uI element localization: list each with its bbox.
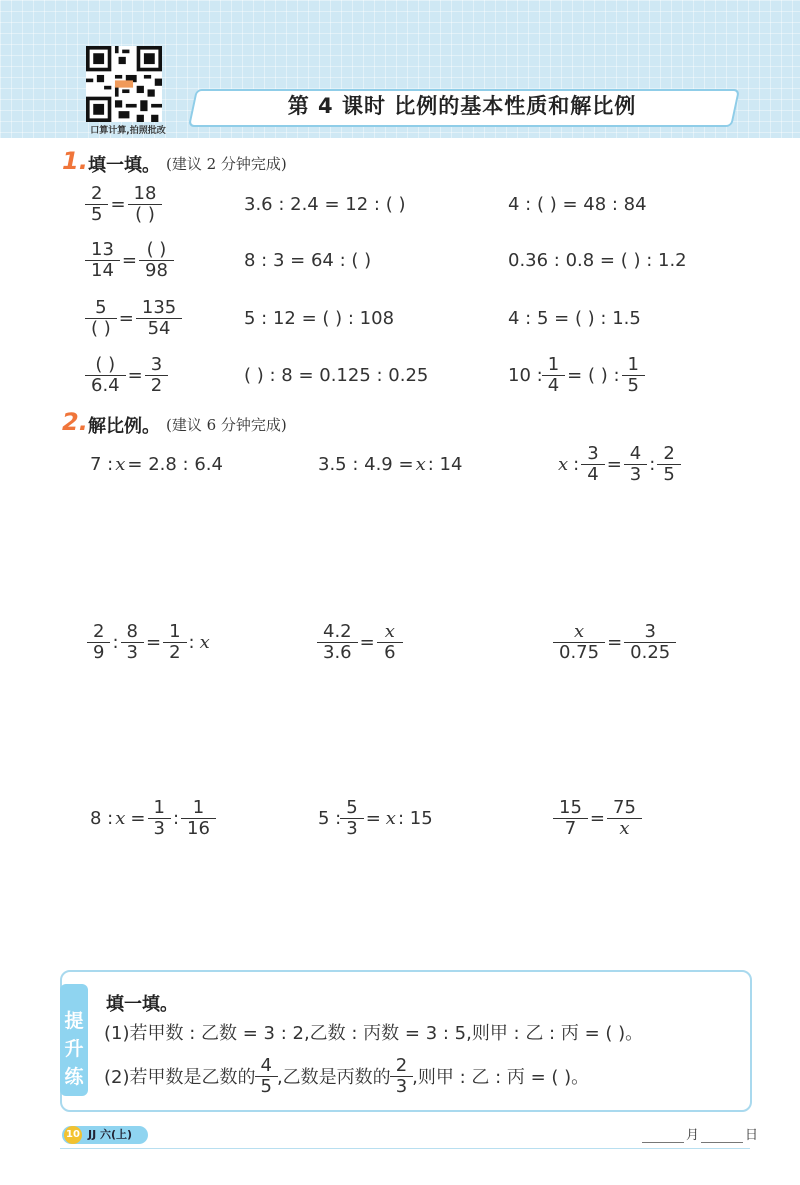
denominator: 16 bbox=[181, 818, 216, 839]
denominator: 6.4 bbox=[85, 375, 126, 396]
answer-blank[interactable]: ( ) bbox=[146, 238, 167, 260]
numerator: 2 bbox=[663, 442, 675, 464]
solve-p3[interactable] bbox=[556, 442, 680, 486]
variable-x: x bbox=[558, 453, 569, 475]
fraction bbox=[142, 240, 171, 281]
numerator: 2 bbox=[93, 620, 105, 642]
fraction bbox=[556, 798, 585, 839]
denominator: 5 bbox=[255, 1076, 278, 1097]
denominator: 3 bbox=[390, 1076, 413, 1097]
ratio-colon: : bbox=[649, 453, 656, 475]
expr-text: : 15 bbox=[397, 807, 433, 829]
numerator: 1 bbox=[169, 620, 181, 642]
denominator: 3 bbox=[340, 818, 363, 839]
denominator: 3.6 bbox=[317, 642, 358, 663]
denominator: 54 bbox=[136, 318, 182, 339]
fraction bbox=[88, 240, 117, 281]
qr-code-icon[interactable] bbox=[86, 46, 162, 122]
question-text: ,则甲 : 乙 : 丙 = ( )。 bbox=[412, 1067, 590, 1088]
numerator: 2 bbox=[395, 1054, 408, 1076]
denominator: 4 bbox=[581, 464, 604, 485]
fraction bbox=[124, 622, 141, 663]
denominator: 2 bbox=[163, 642, 186, 663]
fraction bbox=[556, 622, 602, 663]
fraction bbox=[584, 444, 601, 485]
numerator: 1 bbox=[547, 353, 560, 375]
equals-sign: = bbox=[110, 193, 126, 215]
day-blank[interactable] bbox=[701, 1128, 743, 1143]
numerator: 1 bbox=[153, 796, 165, 818]
numerator: 4 bbox=[629, 442, 642, 464]
fraction bbox=[88, 355, 123, 396]
equals-sign: = bbox=[606, 453, 622, 475]
question-text: (2)若甲数是乙数的 bbox=[104, 1067, 256, 1088]
answer-blank[interactable]: ( ) bbox=[95, 353, 116, 375]
fraction bbox=[148, 355, 165, 396]
fraction bbox=[258, 1056, 275, 1097]
section1-number: 1. bbox=[62, 147, 88, 175]
month-label: 月 bbox=[686, 1128, 700, 1143]
date-field[interactable] bbox=[640, 1124, 758, 1143]
numerator: 5 bbox=[95, 296, 107, 318]
variable-x: x bbox=[573, 620, 585, 642]
equals-sign: = bbox=[589, 807, 605, 829]
fill-r2c1 bbox=[86, 238, 173, 282]
equals-sign: = bbox=[118, 307, 134, 329]
fill-r1c3[interactable]: 4 : ( ) = 48 : 84 bbox=[508, 193, 647, 215]
fraction bbox=[627, 444, 644, 485]
fraction bbox=[545, 355, 562, 396]
fraction bbox=[184, 798, 213, 839]
denominator: 5 bbox=[657, 464, 680, 485]
solve-p1[interactable] bbox=[90, 442, 223, 486]
bonus-title: 填一填。 bbox=[106, 994, 178, 1015]
equals-sign: = bbox=[365, 807, 381, 829]
solve-p4[interactable] bbox=[88, 620, 212, 664]
solve-p2[interactable] bbox=[318, 442, 462, 486]
month-blank[interactable] bbox=[642, 1128, 684, 1143]
fill-r4c3[interactable] bbox=[508, 353, 644, 397]
variable-x: x bbox=[199, 631, 210, 653]
day-label: 日 bbox=[745, 1128, 759, 1143]
numerator: 75 bbox=[613, 796, 636, 818]
bonus-tab-char: 提 bbox=[64, 1010, 84, 1032]
denominator: 9 bbox=[87, 642, 110, 663]
solve-p5[interactable] bbox=[318, 620, 402, 664]
expr-text: 3.5 : 4.9 = bbox=[318, 453, 414, 475]
fill-r2c3[interactable]: 0.36 : 0.8 = ( ) : 1.2 bbox=[508, 249, 687, 271]
expr-text: 8 : bbox=[90, 807, 114, 829]
section2-title: 解比例。 bbox=[88, 416, 160, 437]
page-title: 第 4 课时 比例的基本性质和解比例 bbox=[287, 94, 637, 118]
fill-r3c3[interactable]: 4 : 5 = ( ) : 1.5 bbox=[508, 307, 641, 329]
numerator: 8 bbox=[126, 620, 138, 642]
variable-x: x bbox=[415, 453, 426, 475]
page-number: 10 bbox=[64, 1126, 82, 1144]
expr-text: 10 : bbox=[508, 364, 543, 386]
solve-p7[interactable] bbox=[90, 796, 215, 840]
solve-p6[interactable] bbox=[554, 620, 675, 664]
fill-r3c1 bbox=[86, 296, 181, 340]
expr-text: = 2.8 : 6.4 bbox=[127, 453, 223, 475]
fraction bbox=[131, 184, 160, 225]
bonus-tab-char: 升 bbox=[64, 1038, 84, 1060]
question-text: ,乙数是丙数的 bbox=[276, 1067, 391, 1088]
ratio-colon: : bbox=[112, 631, 119, 653]
denominator: 6 bbox=[377, 642, 403, 663]
variable-x: x bbox=[607, 818, 642, 839]
fill-r3c2[interactable]: 5 : 12 = ( ) : 108 bbox=[244, 307, 395, 329]
numerator: 3 bbox=[587, 442, 599, 464]
variable-x: x bbox=[115, 453, 126, 475]
numerator: 2 bbox=[91, 182, 103, 204]
fill-r4c2[interactable]: ( ) : 8 = 0.125 : 0.25 bbox=[244, 364, 429, 386]
section2-number: 2. bbox=[62, 408, 88, 436]
fraction bbox=[610, 798, 639, 839]
denominator: 14 bbox=[85, 260, 120, 281]
equals-sign: = bbox=[121, 249, 137, 271]
ratio-colon: : bbox=[573, 453, 580, 475]
answer-blank[interactable]: ( ) bbox=[128, 204, 163, 225]
fraction bbox=[88, 184, 105, 225]
fraction bbox=[343, 798, 360, 839]
grade-label: JJ 六(上) bbox=[88, 1128, 133, 1141]
fraction bbox=[166, 622, 183, 663]
numerator: 1 bbox=[627, 353, 639, 375]
denominator: 0.25 bbox=[624, 642, 676, 663]
fill-r1c2[interactable]: 3.6 : 2.4 = 12 : ( ) bbox=[244, 193, 406, 215]
denominator: 7 bbox=[553, 818, 588, 839]
equals-sign: = bbox=[127, 364, 143, 386]
fraction bbox=[139, 298, 179, 339]
bonus-question-2[interactable] bbox=[104, 1054, 589, 1098]
bonus-tab-char: 练 bbox=[64, 1066, 84, 1088]
fraction bbox=[660, 444, 677, 485]
numerator: 18 bbox=[133, 182, 157, 204]
section2-hint: (建议 6 分钟完成) bbox=[166, 416, 287, 434]
denominator: 0.75 bbox=[553, 642, 605, 663]
fraction bbox=[151, 798, 168, 839]
numerator: 3 bbox=[150, 353, 163, 375]
solve-p8[interactable] bbox=[318, 796, 433, 840]
fill-r4c1 bbox=[86, 353, 167, 397]
denominator: 5 bbox=[622, 375, 645, 396]
expr-text: 7 : bbox=[90, 453, 114, 475]
expr-text: 5 : bbox=[318, 807, 342, 829]
footer-divider bbox=[60, 1148, 750, 1149]
denominator: 2 bbox=[145, 375, 168, 396]
denominator: 3 bbox=[624, 464, 647, 485]
variable-x: x bbox=[385, 807, 396, 829]
fraction bbox=[393, 1056, 410, 1097]
answer-blank[interactable]: ( ) bbox=[85, 318, 117, 339]
ratio-colon: : bbox=[172, 807, 180, 829]
equals-sign: = bbox=[145, 631, 162, 653]
numerator: 4.2 bbox=[323, 620, 352, 642]
denominator: 98 bbox=[139, 260, 174, 281]
qr-caption: 口算计算,拍照批改 bbox=[90, 126, 166, 136]
denominator: 3 bbox=[121, 642, 144, 663]
bonus-question-1[interactable]: (1)若甲数 : 乙数 = 3 : 2,乙数 : 丙数 = 3 : 5,则甲 : 乙 : 丙 = ( )。 bbox=[104, 1023, 644, 1044]
variable-x: x bbox=[115, 807, 126, 829]
solve-p9[interactable] bbox=[554, 796, 641, 840]
equals-sign: = bbox=[130, 807, 146, 829]
ratio-colon: : bbox=[188, 631, 195, 653]
denominator: 5 bbox=[85, 204, 108, 225]
equals-sign: = bbox=[359, 631, 375, 653]
numerator: 135 bbox=[141, 296, 177, 318]
section1-hint: (建议 2 分钟完成) bbox=[166, 155, 287, 173]
equals-sign: = bbox=[607, 631, 623, 653]
fill-r2c2[interactable]: 8 : 3 = 64 : ( ) bbox=[244, 249, 372, 271]
fraction bbox=[380, 622, 400, 663]
denominator: 4 bbox=[542, 375, 565, 396]
fraction bbox=[320, 622, 355, 663]
numerator: 5 bbox=[346, 796, 358, 818]
fraction bbox=[90, 622, 107, 663]
numerator: 1 bbox=[192, 796, 205, 818]
fraction bbox=[627, 622, 673, 663]
numerator: 13 bbox=[91, 238, 114, 260]
expr-text: = ( ) : bbox=[567, 364, 620, 386]
fill-r1c1 bbox=[86, 182, 161, 226]
variable-x: x bbox=[384, 620, 395, 642]
section1-title: 填一填。 bbox=[88, 155, 160, 176]
fraction bbox=[88, 298, 114, 339]
fraction bbox=[625, 355, 642, 396]
numerator: 3 bbox=[644, 620, 656, 642]
numerator: 4 bbox=[260, 1054, 272, 1076]
expr-text: : 14 bbox=[427, 453, 463, 475]
numerator: 15 bbox=[559, 796, 582, 818]
denominator: 3 bbox=[148, 818, 171, 839]
